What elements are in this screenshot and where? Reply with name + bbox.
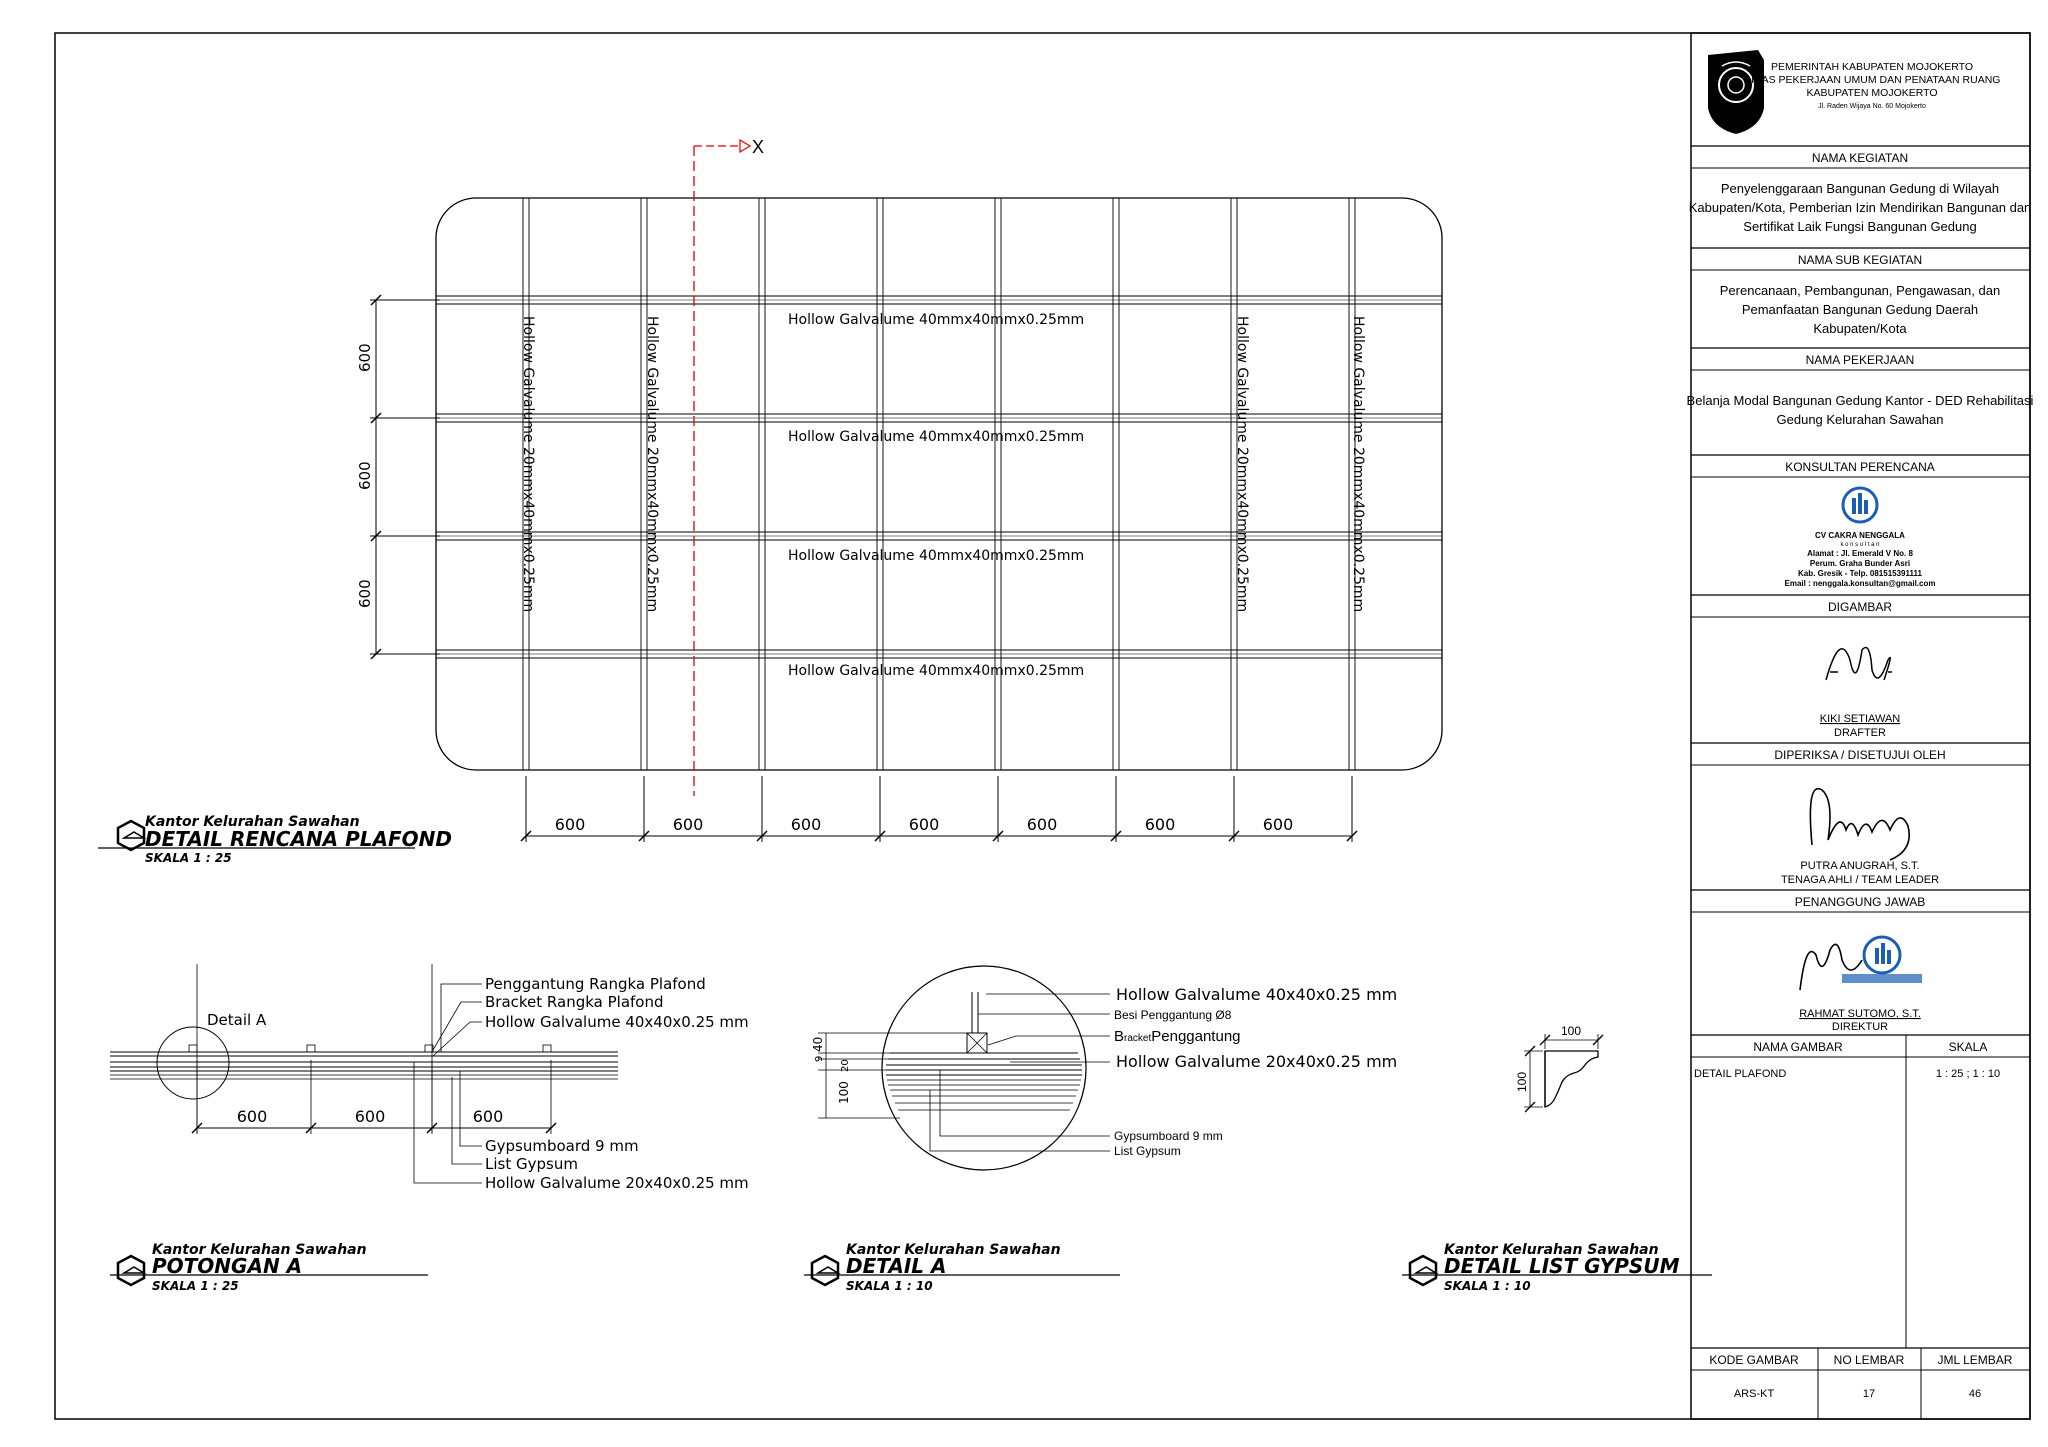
detail-a-title-project: Kantor Kelurahan Sawahan <box>846 1242 1061 1258</box>
plan-dim-v-1: 600 <box>356 343 374 372</box>
plan-dim-h-2: 600 <box>672 815 704 834</box>
detail-a-dim-20: 20 <box>840 1059 851 1072</box>
konsultan-name: CV CAKRA NENGGALA <box>1815 531 1905 540</box>
potongan-dim-1: 600 <box>236 1107 268 1126</box>
list-gypsum-dim-h: 100 <box>1515 1071 1529 1092</box>
detail-a-label-bracket-prefix: B <box>1114 1028 1125 1045</box>
no-lembar-label: NO LEMBAR <box>1833 1353 1905 1367</box>
hollow-40-label-1: Hollow Galvalume 40mmx40mmx0.25mm <box>788 312 1085 328</box>
list-gypsum-scale: SKALA 1 : 10 <box>1444 1279 1531 1293</box>
hollow-20-label-2: Hollow Galvalume 20mmx40mmx0.25mm <box>644 316 660 613</box>
plan-title-project: Kantor Kelurahan Sawahan <box>145 814 360 830</box>
detail-a-dim-9: 9 <box>814 1055 825 1062</box>
nama-kegiatan-line-1: Penyelenggaraan Bangunan Gedung di Wilayah <box>1720 181 2000 196</box>
director-role: DIREKTUR <box>1831 1021 1889 1033</box>
skala-value: 1 : 25 ; 1 : 10 <box>1935 1068 2001 1080</box>
director-signature <box>1800 944 1862 990</box>
jml-lembar-value: 46 <box>1968 1388 1982 1400</box>
hollow-20-label-3: Hollow Galvalume 20mmx40mmx0.25mm <box>1234 316 1250 613</box>
nama-sub-kegiatan-line-1: Perencanaan, Pembangunan, Pengawasan, dan <box>1719 283 2001 298</box>
plafond-grid <box>436 198 1442 770</box>
potongan-label-hollow20: Hollow Galvalume 20x40x0.25 mm <box>485 1174 749 1192</box>
checker-signature <box>1810 789 1909 860</box>
kode-gambar-value: ARS-KT <box>1733 1388 1775 1400</box>
nama-kegiatan-line-2: Kabupaten/Kota, Pemberian Izin Mendirikan Bangunan dan <box>1688 200 2032 215</box>
list-gypsum-detail <box>1515 1024 1603 1112</box>
potongan-a <box>110 964 749 1192</box>
plafond-plan <box>356 137 1442 842</box>
plan-title: DETAIL RENCANA PLAFOND <box>145 827 453 851</box>
nama-kegiatan-label: NAMA KEGIATAN <box>1811 151 1909 165</box>
plafond-outline <box>436 198 1442 770</box>
detail-a-label-hollow40: Hollow Galvalume 40x40x0.25 mm <box>1116 985 1398 1004</box>
potongan-scale: SKALA 1 : 25 <box>152 1279 239 1293</box>
potongan-label-penggantung: Penggantung Rangka Plafond <box>485 975 706 993</box>
plan-dim-v-2: 600 <box>356 461 374 490</box>
nama-sub-kegiatan-line-2: Pemanfaatan Bangunan Gedung Daerah <box>1741 302 1979 317</box>
government-logo <box>1708 50 1764 134</box>
potongan-dim-2: 600 <box>354 1107 386 1126</box>
nama-pekerjaan-line-1: Belanja Modal Bangunan Gedung Kantor - DED Rehabilitasi <box>1686 393 2034 408</box>
detail-a-label-hollow20: Hollow Galvalume 20x40x0.25 mm <box>1116 1052 1398 1071</box>
detail-a-title-block <box>804 1242 1120 1293</box>
konsultan-addr-2: Perum. Graha Bunder Asri <box>1809 559 1911 568</box>
plan-dim-h-1: 600 <box>554 815 586 834</box>
section-arrowhead <box>740 140 750 152</box>
checker-role: TENAGA AHLI / TEAM LEADER <box>1780 874 1940 886</box>
nama-kegiatan-line-3: Sertifikat Laik Fungsi Bangunan Gedung <box>1743 219 1977 234</box>
potongan-title-project: Kantor Kelurahan Sawahan <box>152 1242 367 1258</box>
hollow-40-label-2: Hollow Galvalume 40mmx40mmx0.25mm <box>788 429 1085 445</box>
drafter-name: KIKI SETIAWAN <box>1819 713 1901 725</box>
hollow-20-label-4: Hollow Galvalume 20mmx40mmx0.25mm <box>1350 316 1366 613</box>
drafter-role: DRAFTER <box>1834 727 1886 739</box>
nama-sub-kegiatan-label: NAMA SUB KEGIATAN <box>1797 253 1923 267</box>
nama-pekerjaan-line-2: Gedung Kelurahan Sawahan <box>1776 412 1944 427</box>
drafter-signature <box>1826 648 1892 681</box>
plan-dim-h-3: 600 <box>790 815 822 834</box>
nama-gambar-value: DETAIL PLAFOND <box>1694 1068 1787 1080</box>
sheet-border <box>55 33 2030 1419</box>
potongan-label-list: List Gypsum <box>485 1155 578 1173</box>
list-gypsum-title-block <box>1402 1242 1712 1293</box>
detail-a <box>811 966 1397 1170</box>
detail-a-label-bracket <box>1114 1028 1241 1045</box>
potongan-title-block <box>110 1242 428 1293</box>
no-lembar-value: 17 <box>1862 1388 1876 1400</box>
section-marker: X <box>752 137 765 157</box>
plan-dim-v-3: 600 <box>356 579 374 608</box>
hollow-20-label-1: Hollow Galvalume 20mmx40mmx0.25mm <box>520 316 536 613</box>
plan-title-block <box>98 814 452 865</box>
detail-a-label-bracket-big: Penggantung <box>1151 1028 1241 1045</box>
plan-dim-h-6: 600 <box>1144 815 1176 834</box>
potongan-title: POTONGAN A <box>152 1254 303 1278</box>
director-stamp <box>1842 937 1922 983</box>
potongan-label-hollow40: Hollow Galvalume 40x40x0.25 mm <box>485 1013 749 1031</box>
detail-a-title: DETAIL A <box>846 1254 947 1278</box>
bracket-mark <box>307 1045 315 1052</box>
konsultan-addr-1: Alamat : Jl. Emerald V No. 8 <box>1807 549 1913 558</box>
konsultan-email: Email : nenggala.konsultan@gmail.com <box>1784 579 1936 588</box>
agency-line-3: KABUPATEN MOJOKERTO <box>1806 87 1938 99</box>
penanggung-label: PENANGGUNG JAWAB <box>1794 895 1926 909</box>
nama-pekerjaan-label: NAMA PEKERJAAN <box>1805 353 1915 367</box>
director-name: RAHMAT SUTOMO, S.T. <box>1799 1008 1921 1020</box>
potongan-label-gypsum: Gypsumboard 9 mm <box>485 1137 639 1155</box>
detail-a-label-besi: Besi Penggantung Ø8 <box>1114 1008 1232 1022</box>
bracket-mark <box>189 1045 197 1052</box>
jml-lembar-label: JML LEMBAR <box>1937 1353 2013 1367</box>
title-block <box>1687 33 2034 1419</box>
detail-a-label-bracket-small: racket <box>1124 1033 1152 1044</box>
agency-address: Jl. Raden Wijaya No. 60 Mojokerto <box>1818 103 1926 110</box>
list-gypsum-title-project: Kantor Kelurahan Sawahan <box>1444 1242 1659 1258</box>
konsultan-label: KONSULTAN PERENCANA <box>1785 460 1935 474</box>
consultant-logo <box>1843 488 1877 522</box>
detail-a-scale: SKALA 1 : 10 <box>846 1279 933 1293</box>
konsultan-addr-3: Kab. Gresik - Telp. 081515391111 <box>1798 569 1922 578</box>
detail-a-callout <box>157 1027 229 1099</box>
potongan-dim-3: 600 <box>472 1107 504 1126</box>
plan-dim-h-5: 600 <box>1026 815 1058 834</box>
checker-name: PUTRA ANUGRAH, S.T. <box>1800 860 1920 872</box>
detail-a-dim-40: 40 <box>811 1036 825 1052</box>
kode-gambar-label: KODE GAMBAR <box>1709 1353 1799 1367</box>
skala-label: SKALA <box>1948 1040 1988 1054</box>
list-gypsum-profile <box>1545 1051 1598 1107</box>
detail-a-callout-label: Detail A <box>207 1011 267 1029</box>
digambar-label: DIGAMBAR <box>1827 600 1893 614</box>
agency-line-1: PEMERINTAH KABUPATEN MOJOKERTO <box>1770 61 1974 73</box>
agency-line-2: DINAS PEKERJAAN UMUM DAN PENATAAN RUANG <box>1743 74 2001 86</box>
plan-scale: SKALA 1 : 25 <box>145 851 232 865</box>
nama-gambar-label: NAMA GAMBAR <box>1753 1040 1843 1054</box>
bracket-mark <box>543 1045 551 1052</box>
list-gypsum-dim-w: 100 <box>1561 1024 1582 1038</box>
plan-dim-h-7: 600 <box>1262 815 1294 834</box>
list-gypsum-title: DETAIL LIST GYPSUM <box>1444 1254 1680 1278</box>
potongan-label-bracket: Bracket Rangka Plafond <box>485 993 664 1011</box>
plan-dim-h-4: 600 <box>908 815 940 834</box>
nama-sub-kegiatan-line-3: Kabupaten/Kota <box>1813 321 1907 336</box>
detail-a-dim-100: 100 <box>837 1081 851 1104</box>
hollow-40-label-3: Hollow Galvalume 40mmx40mmx0.25mm <box>788 548 1085 564</box>
detail-a-label-list: List Gypsum <box>1114 1144 1181 1158</box>
diperiksa-label: DIPERIKSA / DISETUJUI OLEH <box>1774 748 1946 762</box>
detail-a-circle <box>882 966 1086 1170</box>
hollow-40-label-4: Hollow Galvalume 40mmx40mmx0.25mm <box>788 663 1085 679</box>
konsultan-sub: k o n s u l t a n <box>1840 542 1880 548</box>
plan-dim-vertical <box>370 295 440 659</box>
detail-a-label-gypsum: Gypsumboard 9 mm <box>1114 1129 1223 1143</box>
